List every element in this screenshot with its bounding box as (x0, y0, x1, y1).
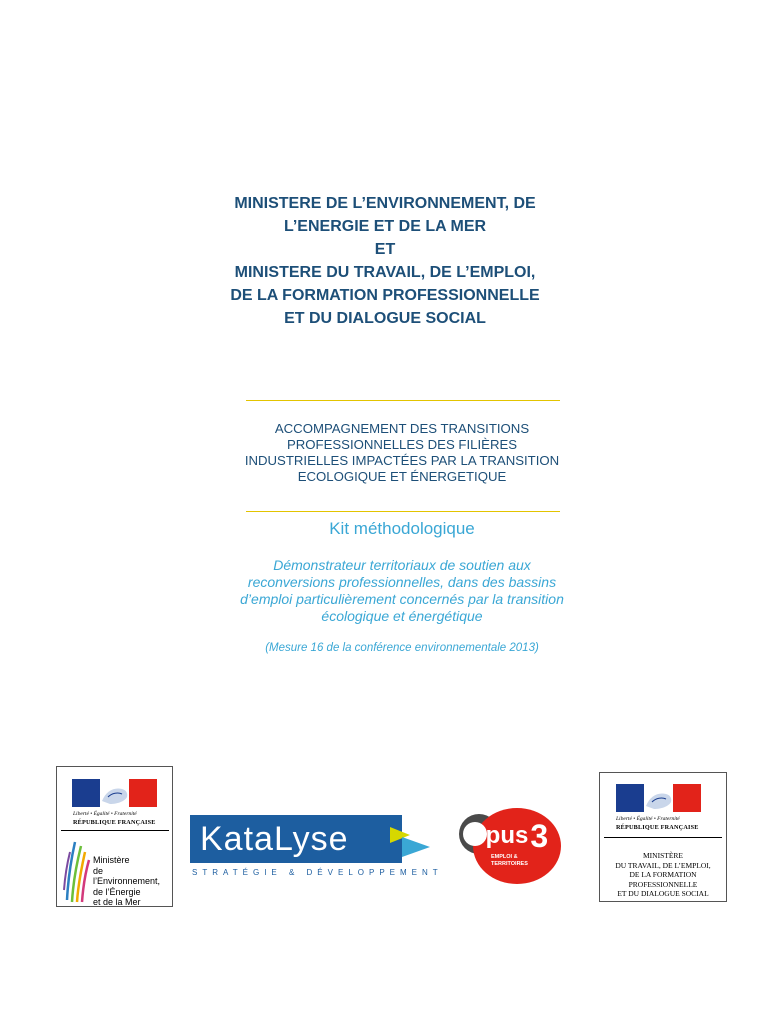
document-title (150, 192, 620, 330)
description-line: reconversions professionnelles, dans des bassins (247, 574, 557, 590)
opus-subtitle (491, 854, 528, 867)
title-line: MINISTERE DU TRAVAIL, DE L’EMPLOI, (234, 264, 536, 281)
katalyse-arrow-icon (390, 827, 430, 861)
ministere-env-name (93, 855, 172, 908)
divider-top (246, 400, 560, 401)
katalyse-word: KataLyse (200, 820, 349, 858)
logo-separator (61, 830, 169, 831)
opus-sub-line: TERRITOIRES (491, 860, 528, 867)
subtitle-line: INDUSTRIELLES IMPACTÉES PAR LA TRANSITION (244, 453, 560, 468)
ministere-travail-line: MINISTÈRE (643, 851, 683, 860)
motto-text: Liberté • Égalité • Fraternité (616, 816, 680, 822)
document-subtitle (200, 421, 604, 485)
ministere-env-line: de l’Énergie (93, 886, 141, 897)
logo-ministere-environnement (56, 766, 173, 907)
color-bars-icon (63, 840, 91, 904)
ministere-env-line: de l’Environnement, (93, 865, 161, 886)
description-line: d’emploi particulièrement concernés par la transition (240, 591, 564, 607)
ministere-travail-line: DU TRAVAIL, DE L’EMPLOI, (615, 860, 711, 870)
mesure-note: (Mesure 16 de la conférence environnementale 2013) (265, 642, 539, 654)
ministere-env-line: Ministère (93, 855, 130, 865)
description (200, 557, 604, 625)
republique-text: RÉPUBLIQUE FRANÇAISE (73, 819, 156, 826)
logo-katalyse (190, 815, 443, 885)
title-line: ET (374, 241, 396, 258)
description-line: Démonstrateur territoriaux de soutien aux (273, 557, 531, 573)
title-line: MINISTERE DE L’ENVIRONNEMENT, DE (234, 195, 536, 212)
subtitle-line: PROFESSIONNELLES DES FILIÈRES (286, 437, 518, 452)
opus-sub-line: EMPLOI & (491, 854, 518, 860)
katalyse-tagline: STRATÉGIE & DÉVELOPPEMENT (192, 868, 443, 877)
ministere-travail-line: PROFESSIONNELLE (628, 879, 698, 889)
motto-text: Liberté • Égalité • Fraternité (73, 811, 137, 817)
description-line: écologique et énergétique (321, 608, 483, 624)
logo-opus3 (459, 806, 569, 886)
opus-number: 3 (530, 818, 549, 854)
opus-word (467, 818, 548, 855)
marianne-icon (72, 779, 157, 807)
ministere-env-line: et de la Mer (93, 897, 141, 907)
ministere-travail-line: DE LA FORMATION (629, 870, 697, 879)
kit-label: Kit méthodologique (329, 519, 475, 538)
divider-bottom (246, 511, 560, 512)
subtitle-line: ACCOMPAGNEMENT DES TRANSITIONS (274, 421, 530, 436)
republique-text: RÉPUBLIQUE FRANÇAISE (616, 824, 699, 831)
logo-ministere-travail (599, 772, 727, 902)
title-line: L’ENERGIE ET DE LA MER (283, 218, 487, 235)
ministere-travail-line: ET DU DIALOGUE SOCIAL (617, 889, 709, 898)
logo-separator (604, 837, 722, 838)
opus-word-text: Opus (467, 822, 529, 849)
katalyse-banner (190, 815, 402, 863)
ministere-travail-name (600, 851, 726, 899)
marianne-icon (616, 784, 701, 812)
title-line: DE LA FORMATION PROFESSIONNELLE (230, 287, 540, 304)
subtitle-line: ECOLOGIQUE ET ÉNERGETIQUE (297, 469, 507, 484)
title-line: ET DU DIALOGUE SOCIAL (284, 310, 486, 327)
